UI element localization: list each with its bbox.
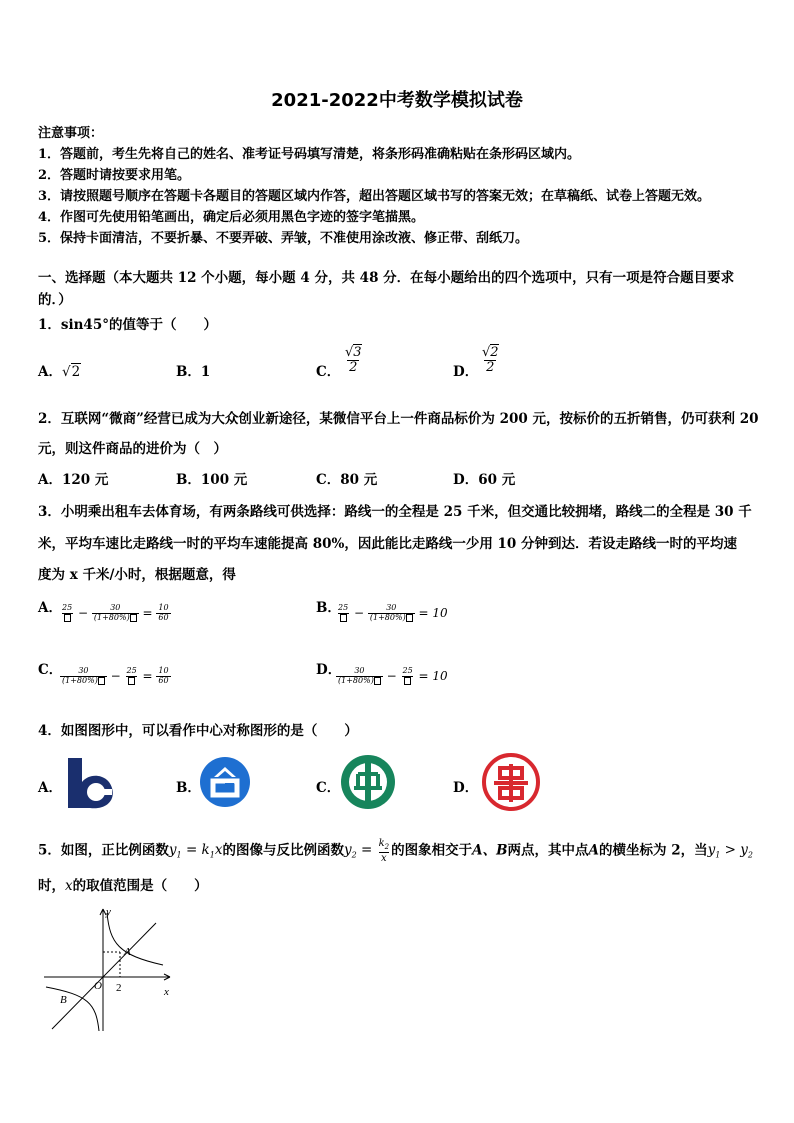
q1-c-fraction: $\frac{√3}{2}$	[345, 345, 362, 376]
q1-option-b: B．1	[176, 364, 211, 380]
q2-line2: 元，则这件商品的进价为（ ）	[38, 441, 227, 457]
q3-option-c-equation: $\frac{30}{(1+80\%)}$ − 25 = $\frac{10}{60}$	[62, 666, 169, 685]
q2-option-d: D．60 元	[453, 472, 516, 488]
origin-label: O	[94, 980, 102, 992]
note-item: 1．答题前，考生先将自己的姓名、准考证号码填写清楚，将条形码准确粘贴在条形码区域内。	[38, 147, 581, 162]
q2-option-b: B．100 元	[176, 472, 248, 488]
q3-line3: 度为 x 千米/小时，根据题意，得	[38, 567, 236, 583]
q3-option-b-label: B．	[316, 600, 341, 616]
q3-option-d-equation: $\frac{30}{(1+80\%)}$ − 25 = 10	[338, 666, 448, 685]
x-label: x	[164, 986, 169, 998]
q2-line1: 2．互联网“微商”经营已成为大众创业新途径，某微信平台上一件商品标价为 200 元，按标价的五折销售，仍可获利 20	[38, 411, 759, 427]
q4-option-c-label: C．	[316, 780, 341, 796]
exam-title: 2021-2022中考数学模拟试卷	[271, 90, 523, 111]
note-item: 5．保持卡面清洁，不要折暴、不要弄破、弄皱，不准使用涂改液、修正带、刮纸刀。	[38, 231, 529, 246]
proportional-line	[52, 923, 156, 1029]
q1-stem: 1．sin45°的值等于（ ）	[38, 317, 217, 333]
bank-logo-d-icon	[480, 752, 542, 812]
q3-option-c-label: C．	[38, 662, 63, 678]
q2-option-a: A．120 元	[38, 472, 109, 488]
q5-line2: 时，x的取值范围是（ ）	[38, 878, 208, 894]
q3-line2: 米，平均车速比走路线一时的平均车速能提高 80%，因此能比走路线一少用 10 分钟到达．若设走路线一时的平均速	[38, 536, 737, 552]
q4-option-b-label: B．	[176, 780, 201, 796]
bank-logo-c-icon	[338, 752, 398, 812]
q3-option-a-label: A．	[38, 600, 62, 616]
notes-heading: 注意事项：	[38, 126, 104, 141]
bank-logo-a-icon	[60, 752, 120, 812]
q3-option-a-equation: 25 − $\frac{30}{(1+80\%)}$ = $\frac{10}{60}$	[62, 603, 169, 622]
q2-option-c: C．80 元	[316, 472, 378, 488]
tick-2-label: 2	[116, 982, 122, 994]
q3-line1: 3．小明乘出租车去体育场，有两条路线可供选择：路线一的全程是 25 千米，但交通比较拥堵，路线二的全程是 30 千	[38, 504, 752, 520]
q5-function-graph	[38, 903, 178, 1035]
q3-option-d-label: D．	[316, 662, 342, 678]
point-b-label: B	[60, 994, 67, 1006]
hyperbola-branch-2	[46, 987, 99, 1031]
q1-d-fraction: $\frac{√2}{2}$	[482, 345, 499, 376]
y-label: y	[106, 906, 111, 918]
hyperbola-branch-1	[107, 913, 163, 965]
note-item: 3．请按照题号顺序在答题卡各题目的答题区域内作答，超出答题区域书写的答案无效；在草稿纸、试卷上答题无效。	[38, 189, 711, 204]
point-a-label: A	[124, 946, 131, 958]
note-item: 4．作图可先使用铅笔画出，确定后必须用黑色字迹的签字笔描黑。	[38, 210, 425, 225]
q4-stem: 4．如图图形中，可以看作中心对称图形的是（ ）	[38, 723, 358, 739]
section-heading-line2: 的．）	[38, 292, 72, 308]
q1-option-d: D．	[453, 364, 479, 380]
q1-option-c: C．	[316, 364, 341, 380]
q4-option-d-label: D．	[453, 780, 479, 796]
q1-option-a: A．√2	[38, 364, 81, 380]
q4-option-a-label: A．	[38, 780, 62, 796]
note-item: 2．答题时请按要求用笔。	[38, 168, 191, 183]
q3-option-b-equation: 25 − $\frac{30}{(1+80\%)}$ = 10	[338, 603, 448, 622]
q5-line1: 5．如图，正比例函数$y_1 = k_1x$的图像与反比例函数$y_2$ = $\frac{k_2}{x}$ 的图象相交于A、B两点，其中点A的横坐标为 2，当$y_1 > y_2$	[38, 838, 753, 864]
section-heading-line1: 一、选择题（本大题共 12 个小题，每小题 4 分，共 48 分．在每小题给出的四个选项中，只有一项是符合题目要求	[38, 270, 735, 286]
bank-logo-b-icon	[198, 755, 252, 809]
